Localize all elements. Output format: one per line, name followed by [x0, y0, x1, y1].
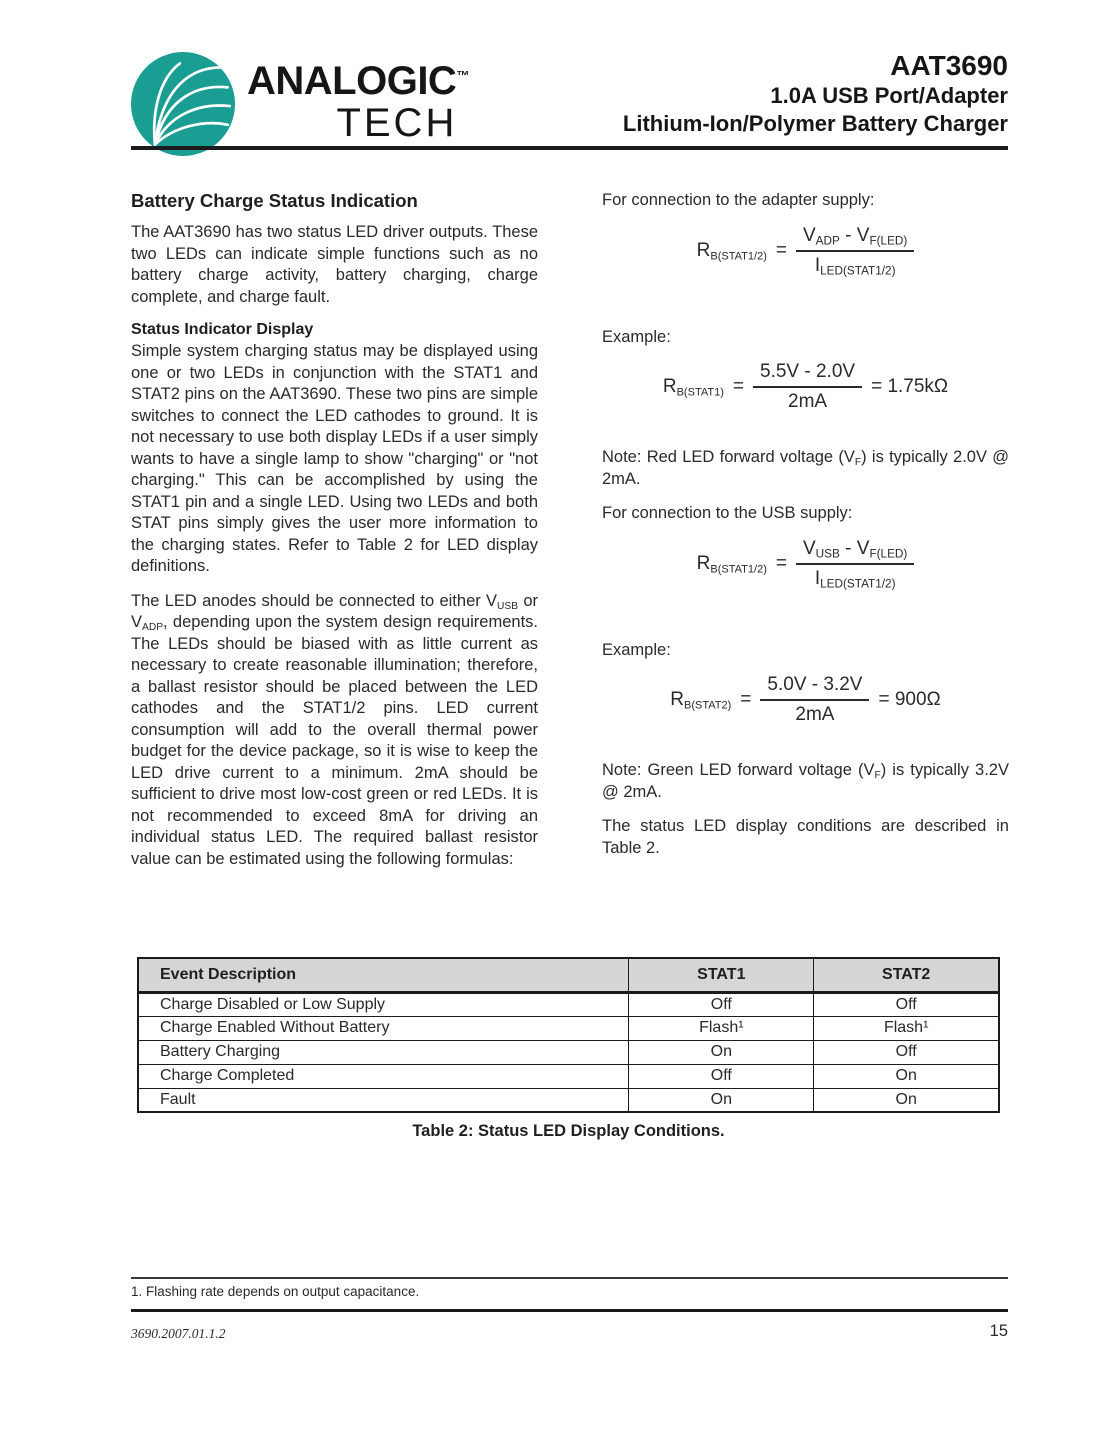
formula-usb: $R_{B(STAT1/2)}$ = $\frac{V_{USB} - V_{F(LED)}}{I_{LED(STAT1/2)}}$: [602, 538, 1009, 590]
formula-lhs: $R_{B(STAT1)}$: [662, 376, 724, 399]
header-stat1: STAT1: [629, 958, 814, 992]
note-green-led: Note: Green LED forward voltage $(V_F)$ is typically 3.2V @ 2mA.: [602, 761, 1009, 801]
table-header-row: [138, 958, 999, 992]
table-caption: Table 2: Status LED Display Conditions.: [412, 1122, 725, 1140]
table-row: Battery Charging On Off: [138, 1040, 999, 1064]
table-row: Charge Disabled or Low Supply Off Off: [138, 992, 999, 1016]
leaf-logo-icon: [131, 52, 235, 156]
fraction: $\frac{V_{USB} - V_{F(LED)}}{I_{LED(STAT1/2)}}$: [796, 538, 914, 590]
header-event-description: Event Description: [138, 958, 629, 992]
table-row: Charge Enabled Without Battery Flash¹ Flash¹: [138, 1016, 999, 1040]
page-number: 15: [989, 1322, 1008, 1340]
analogictech-logo: [131, 52, 469, 156]
formula-lhs: $R_{B(STAT1/2)}$: [696, 239, 767, 262]
doc-subtitle-2: Lithium-Ion/Polymer Battery Charger: [622, 111, 1008, 136]
intro-paragraph: The AAT3690 has two status LED driver outputs. These two LEDs can indicate simple functions such as no battery charge activity, battery charging, charge complete, and charge fault.: [131, 223, 538, 306]
header-stat2: STAT2: [814, 958, 999, 992]
note-red-led: Note: Red LED forward voltage $(V_F)$ is typically 2.0V @ 2mA.: [602, 448, 1010, 488]
footer-divider: [131, 1309, 1008, 1312]
formula-adapter: $R_{B(STAT1/2)}$ = $\frac{V_{ADP} - V_{F(LED)}}{I_{LED(STAT1/2)}}$: [602, 225, 1009, 277]
document-id: 3690.2007.01.1.2: [131, 1326, 226, 1341]
formula-lhs: $R_{B(STAT1/2)}$: [696, 552, 767, 575]
logo-analogic-text: ANALOGIC™: [247, 59, 470, 103]
formula-adapter-example: $R_{B(STAT1)}$ = $\frac{5.5V - 2.0V}{2mA}$ = 1.75kΩ: [662, 361, 949, 412]
example-label-1: Example:: [602, 327, 671, 346]
adapter-supply-intro: For connection to the adapter supply:: [602, 191, 875, 209]
right-column: [602, 190, 1009, 872]
status-led-table: [137, 957, 1000, 1113]
part-number: AAT3690: [890, 50, 1008, 81]
table-row: Fault On On: [138, 1088, 999, 1112]
led-anodes-paragraph: The LED anodes should be connected to either $V_{USB}$ or $V_{ADP}$, depending upon the system design requirements. The LEDs should be biased with as little current as necessary to create reasonable illumination; therefore, a ballast resistor should be placed between the LED cathodes and the STAT1/2 pins. LED current consumption will add to the overall thermal power budget for the device package, so it is wise to keep the LED drive current to a minimum. 2mA should be sufficient to drive most low-cost green or red LEDs. It is not recommended to exceed 8mA for driving an individual status LED. The required ballast resistor value can be estimated using the following formulas:: [131, 591, 538, 868]
left-column: [131, 190, 538, 883]
table-reference-paragraph: The status LED display conditions are described in Table 2.: [602, 817, 1009, 857]
footnote: 1. Flashing rate depends on output capacitance.: [131, 1284, 420, 1299]
document-title-block: [623, 50, 1008, 138]
subsection-heading: Status Indicator Display: [131, 321, 314, 338]
formula-result: = 1.75kΩ: [871, 376, 949, 397]
table-row: Charge Completed Off On: [138, 1064, 999, 1088]
usb-supply-intro: For connection to the USB supply:: [602, 504, 853, 522]
example-label-2: Example:: [602, 640, 671, 659]
section-heading: Battery Charge Status Indication: [131, 190, 418, 211]
fraction: $\frac{5.5V - 2.0V}{2mA}$: [753, 361, 862, 413]
status-indicator-paragraph: Simple system charging status may be displayed using one or two LEDs in conjunction with the STAT1 and STAT2 pins on the AAT3690. These two pins are simple switches to connect the LED cathodes to ground. It is not necessary to use both display LEDs if a user simply wants to have a single lamp to show "charging" or "not charging." This can be accomplished by using the STAT1 pin and a single LED. Using two LEDs and both STAT pins simply gives the user more information to the charging states. Refer to Table 2 for LED display definitions.: [131, 342, 538, 575]
trademark-symbol: ™: [456, 68, 470, 83]
header-divider: [131, 146, 1008, 150]
footnote-divider: [131, 1277, 1008, 1279]
fraction: $\frac{5.0V - 3.2V}{2mA}$: [760, 674, 869, 726]
logo-tech-text: TECH: [336, 101, 458, 145]
doc-subtitle-1: 1.0A USB Port/Adapter: [770, 83, 1008, 108]
formula-lhs: $R_{B(STAT2)}$: [670, 689, 732, 712]
logo-wordmark: [247, 56, 469, 156]
fraction: $\frac{V_{ADP} - V_{F(LED)}}{I_{LED(STAT1/2)}}$: [796, 225, 914, 277]
formula-result: = 900Ω: [878, 689, 941, 710]
formula-usb-example: $R_{B(STAT2)}$ = $\frac{5.0V - 3.2V}{2mA}$ = 900Ω: [670, 674, 941, 725]
